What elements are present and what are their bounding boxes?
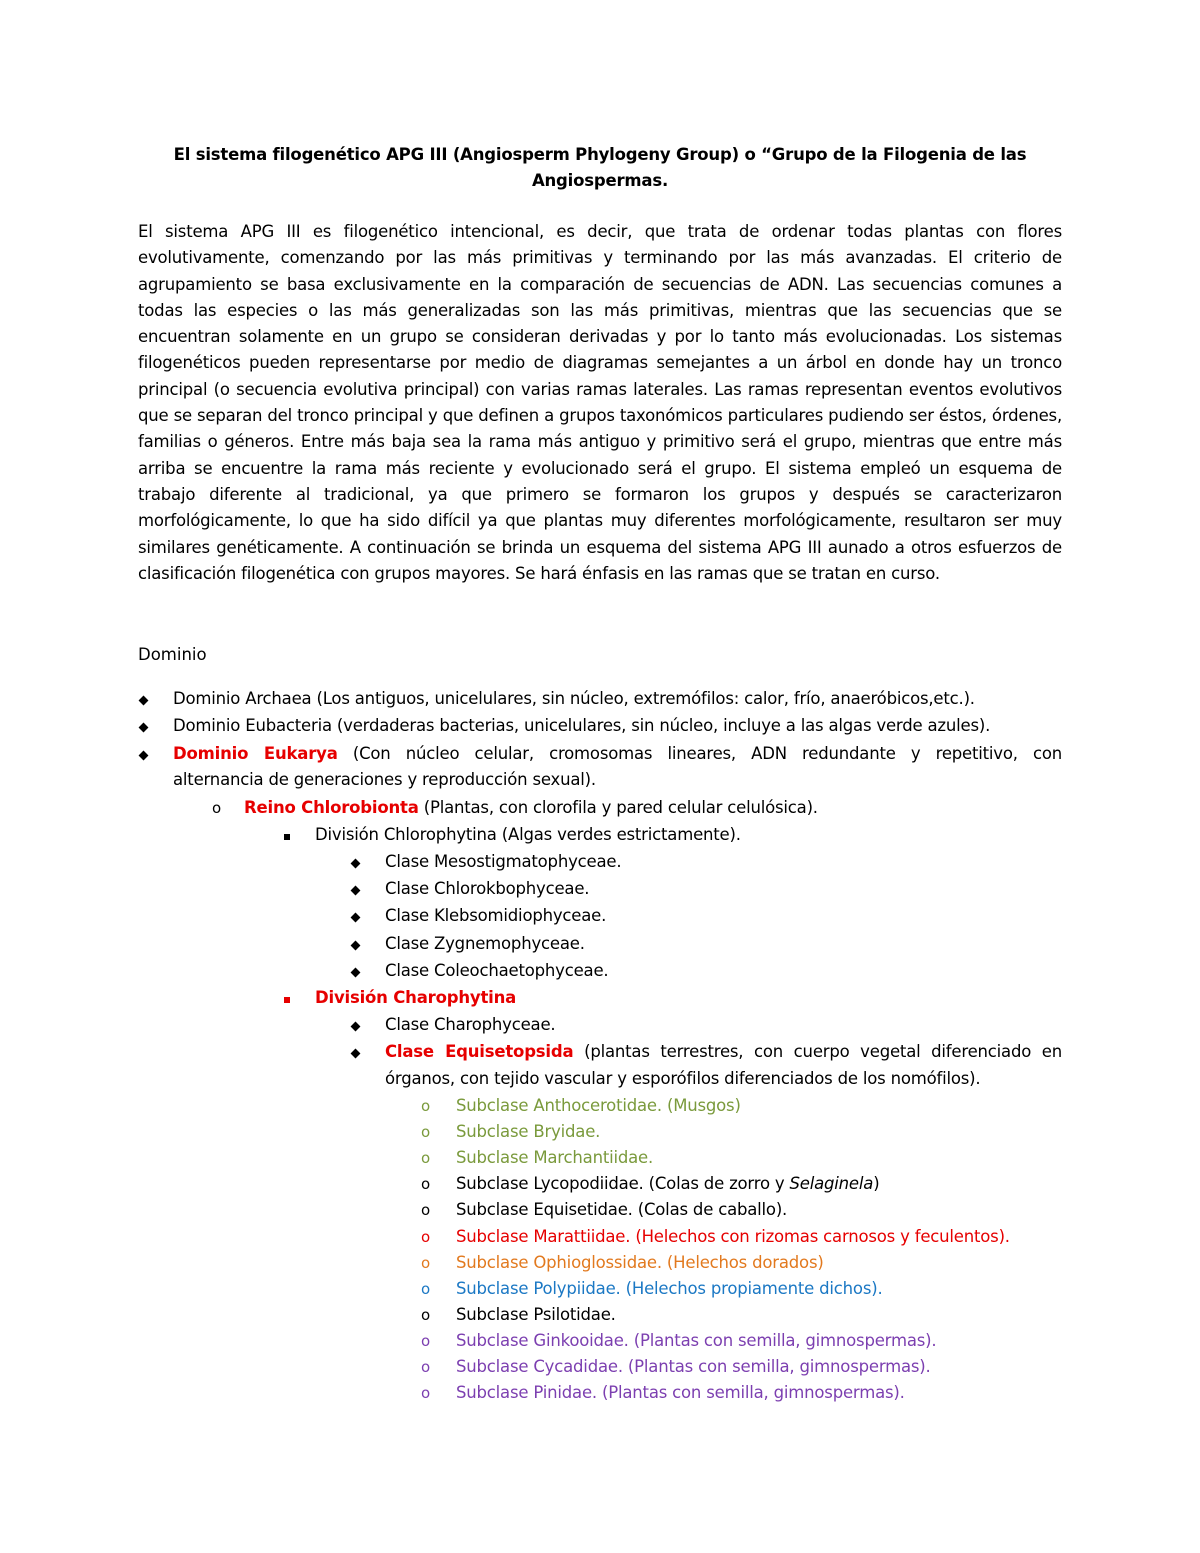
diamond-bullet-icon	[352, 1039, 359, 1065]
list-item-subclase	[456, 1276, 883, 1302]
list-item-subclase	[456, 1145, 653, 1171]
list-item-subclase	[456, 1250, 824, 1276]
list-item-clase: Clase Coleochaetophyceae.	[385, 961, 609, 980]
list-item-clase: Clase Chlorokbophyceae.	[385, 879, 590, 898]
subclase-italic-text: Selaginela	[789, 1174, 874, 1193]
circle-bullet-icon: o	[421, 1097, 431, 1115]
list-item-eukarya	[173, 741, 1062, 767]
diamond-bullet-icon	[140, 713, 147, 739]
subclase-text: Subclase Marattiidae. (Helechos con rizomas carnosos y feculentos).	[456, 1227, 1010, 1246]
reino-name: Reino Chlorobionta	[244, 798, 419, 817]
list-item-subclase	[456, 1328, 936, 1354]
diamond-bullet-icon	[140, 686, 147, 712]
list-item-clase: Clase Charophyceae.	[385, 1015, 556, 1034]
diamond-bullet-icon	[352, 903, 359, 929]
circle-bullet-icon: o	[421, 1228, 431, 1246]
subclase-text: Subclase Equisetidae. (Colas de caballo).	[456, 1200, 788, 1219]
circle-bullet-icon: o	[421, 1280, 431, 1298]
list-item-reino	[244, 795, 818, 821]
subclase-text: Subclase Marchantiidae.	[456, 1148, 654, 1167]
square-bullet-icon	[284, 822, 290, 848]
list-item-archaea: Dominio Archaea (Los antiguos, unicelulares, sin núcleo, extremófilos: calor, frío, anaeróbicos,etc.).	[173, 689, 975, 708]
document-title	[138, 142, 1062, 194]
circle-bullet-icon: o	[421, 1306, 431, 1324]
subclase-text: Subclase Polypiidae. (Helechos propiamente dichos).	[456, 1279, 883, 1298]
equisetopsida-desc-line-1: (plantas terrestres, con cuerpo vegetal diferenciado en	[573, 1042, 1062, 1061]
diamond-bullet-icon	[352, 931, 359, 957]
intro-paragraph: El sistema APG III es filogenético intencional, es decir, que trata de ordenar todas plantas con flores evolutivamente, comenzando por las más primitivas y terminando por las más avanzadas. El criterio de agrupamiento se basa exclusivamente en la comparación de secuencias de ADN. Las secuencias comunes a todas las especies o las más generalizadas son las más primitivas, mientras que las secuencias que se encuentran solamente en un grupo se consideran derivadas y por lo tanto más evolucionadas. Los sistemas filogenéticos pueden representarse por medio de diagramas semejantes a un árbol en donde hay un tronco principal (o secuencia evolutiva principal) con varias ramas laterales. Las ramas representan eventos evolutivos que se separan del tronco principal y que definen a grupos taxonómicos particulares pudiendo ser éstos, órdenes, familias o géneros. Entre más baja sea la rama más antiguo y primitivo será el grupo, mientras que entre más arriba se encuentre la rama más reciente y evolucionado será el grupo. El sistema empleó un esquema de trabajo diferente al tradicional, ya que primero se formaron los grupos y después se caracterizaron morfológicamente, lo que ha sido difícil ya que plantas muy diferentes morfológicamente, resultaron ser muy similares genéticamente. A continuación se brinda un esquema del sistema APG III aunado a otros esfuerzos de clasificación filogenética con grupos mayores. Se hará énfasis en las ramas que se tratan en curso.	[138, 222, 1062, 583]
eukarya-name: Dominio Eukarya	[173, 744, 338, 763]
circle-bullet-icon: o	[421, 1123, 431, 1141]
diamond-bullet-icon	[352, 876, 359, 902]
circle-bullet-icon: o	[421, 1175, 431, 1193]
subclase-close-text: )	[873, 1174, 880, 1193]
list-item-subclase	[456, 1380, 905, 1406]
list-item-subclase	[456, 1354, 931, 1380]
circle-bullet-icon: o	[421, 1358, 431, 1376]
section-heading: Dominio	[138, 645, 207, 664]
list-item-subclase	[456, 1093, 741, 1119]
diamond-bullet-icon	[352, 1012, 359, 1038]
equisetopsida-desc-line-2: órganos, con tejido vascular y esporófilos diferenciados de los nomófilos).	[385, 1069, 981, 1088]
subclase-text: Subclase Anthocerotidae. (Musgos)	[456, 1096, 741, 1115]
list-item-clase: Clase Zygnemophyceae.	[385, 934, 585, 953]
circle-bullet-icon: o	[421, 1254, 431, 1272]
reino-desc: (Plantas, con clorofila y pared celular celulósica).	[418, 798, 818, 817]
subclase-text: Subclase Pinidae. (Plantas con semilla, gimnospermas).	[456, 1383, 905, 1402]
circle-bullet-icon: o	[421, 1384, 431, 1402]
subclase-text: Subclase Ophioglossidae. (Helechos dorados)	[456, 1253, 824, 1272]
list-item-subclase	[456, 1171, 879, 1197]
eukarya-desc-line-2: alternancia de generaciones y reproducción sexual).	[173, 770, 596, 789]
list-item-subclase	[456, 1119, 600, 1145]
list-item-clase: Clase Klebsomidiophyceae.	[385, 906, 607, 925]
diamond-bullet-icon	[352, 958, 359, 984]
subclase-text: Subclase Cycadidae. (Plantas con semilla, gimnospermas).	[456, 1357, 931, 1376]
diamond-bullet-icon	[352, 849, 359, 875]
circle-bullet-icon: o	[421, 1201, 431, 1219]
list-item-chlorophytina: División Chlorophytina (Algas verdes estrictamente).	[315, 825, 741, 844]
list-item-equisetopsida	[385, 1039, 1062, 1065]
equisetopsida-name: Clase Equisetopsida	[385, 1042, 574, 1061]
eukarya-desc-line-1: (Con núcleo celular, cromosomas lineares, ADN redundante y repetitivo, con	[337, 744, 1063, 763]
list-item-subclase	[456, 1224, 1010, 1250]
subclase-text: Subclase Bryidae.	[456, 1122, 601, 1141]
circle-bullet-icon: o	[421, 1332, 431, 1350]
subclase-text: Subclase Psilotidae.	[456, 1305, 616, 1324]
list-item-subclase	[456, 1302, 616, 1328]
list-item-subclase	[456, 1197, 787, 1223]
list-item-charophytina: División Charophytina	[315, 988, 517, 1007]
subclase-text: Subclase Ginkooidae. (Plantas con semilla, gimnospermas).	[456, 1331, 937, 1350]
list-item-clase: Clase Mesostigmatophyceae.	[385, 852, 622, 871]
list-item-eubacteria: Dominio Eubacteria (verdaderas bacterias, unicelulares, sin núcleo, incluye a las algas verde azules).	[173, 716, 991, 735]
subclase-text: Subclase Lycopodiidae. (Colas de zorro y	[456, 1174, 790, 1193]
circle-bullet-icon: o	[421, 1149, 431, 1167]
circle-bullet-icon: o	[212, 799, 222, 817]
title-line-2: Angiospermas.	[531, 171, 669, 190]
title-line-1: El sistema filogenético APG III (Angiosperm Phylogeny Group) o “Grupo de la Filogenia de las	[173, 145, 1027, 164]
diamond-bullet-icon	[140, 741, 147, 767]
square-bullet-icon	[284, 985, 290, 1011]
